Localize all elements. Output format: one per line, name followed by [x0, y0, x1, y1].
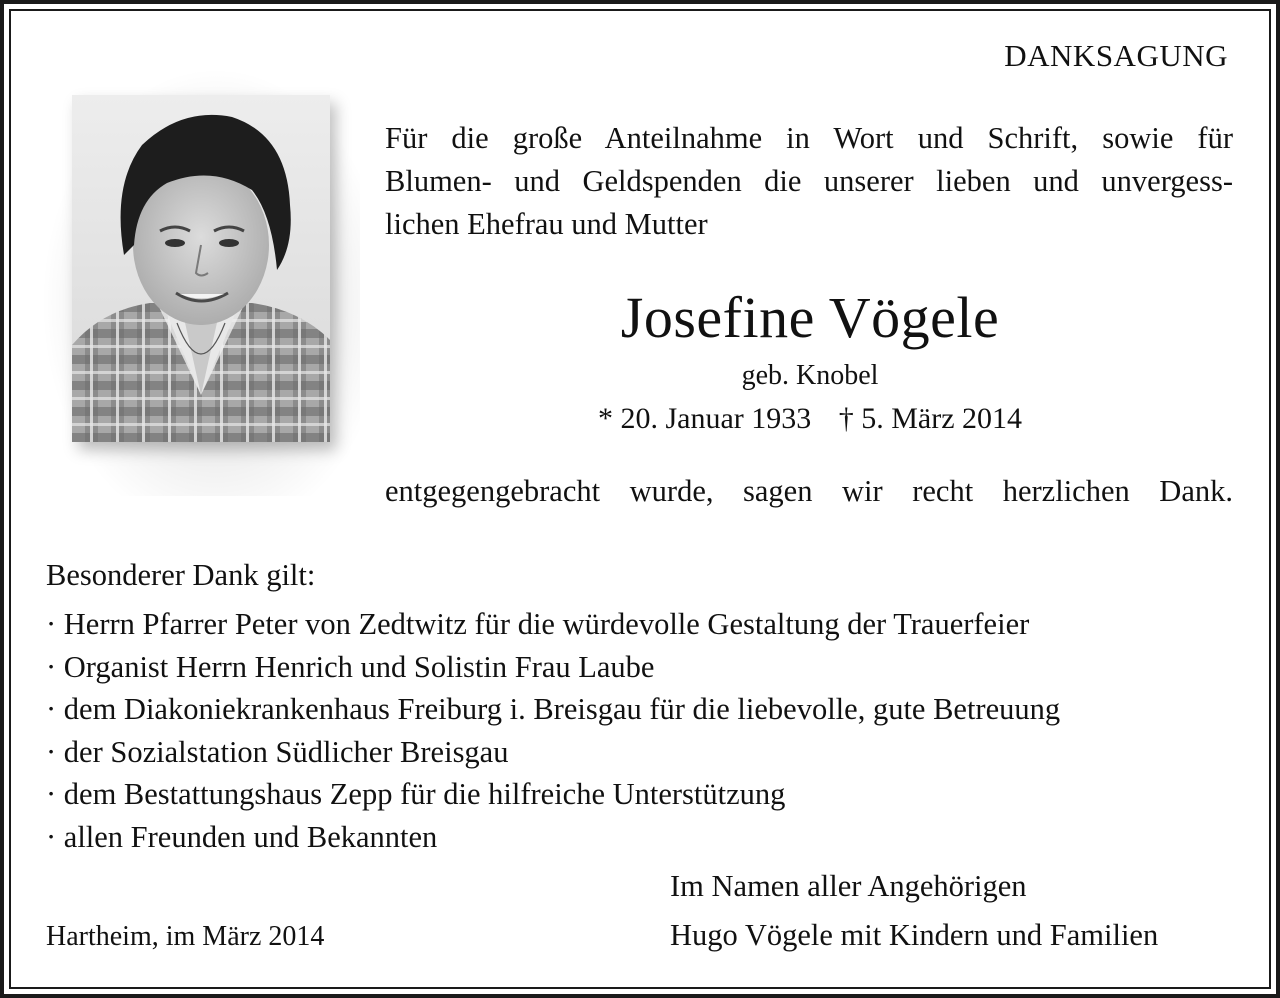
portrait-illustration: [72, 95, 330, 442]
special-thanks-title: Besonderer Dank gilt:: [46, 558, 316, 592]
closing-text: entgegengebracht wurde, sagen wir recht herzlichen Dank.: [385, 474, 1233, 508]
thanks-item: · allen Freunden und Bekannten: [46, 819, 438, 854]
maiden-name: geb. Knobel: [741, 360, 879, 391]
thanks-item: · Herrn Pfarrer Peter von Zedtwitz für die würdevolle Gestaltung der Trauerfeier: [46, 607, 1030, 641]
birth-date: * 20. Januar 1933: [597, 402, 812, 435]
thanks-item: · Organist Herrn Henrich und Solistin Frau Laube: [46, 649, 655, 684]
place-date: Hartheim, im März 2014: [46, 921, 325, 952]
intro-line-1: Für die große Anteilnahme in Wort und Schrift, sowie für: [385, 121, 1233, 155]
deceased-name: Josefine Vögele: [620, 285, 1000, 350]
thanks-item: · dem Diakoniekrankenhaus Freiburg i. Breisgau für die liebevolle, gute Betreuung: [46, 692, 1061, 726]
notice-heading: DANKSAGUNG: [1004, 38, 1228, 73]
signature-line-1: Im Namen aller Angehörigen: [670, 869, 1027, 903]
portrait-photo: [72, 95, 330, 442]
intro-line-3: lichen Ehefrau und Mutter: [385, 207, 708, 241]
intro-line-2: Blumen- und Geldspenden die unserer lieben und unvergess-: [385, 164, 1233, 198]
signature-line-2: Hugo Vögele mit Kindern und Familien: [670, 918, 1159, 952]
thanks-item: · dem Bestattungshaus Zepp für die hilfreiche Unterstützung: [46, 777, 786, 811]
special-thanks-list: [46, 603, 1060, 858]
intro-text: [385, 117, 1233, 246]
thanks-item: · der Sozialstation Südlicher Breisgau: [46, 734, 509, 769]
life-dates: [560, 402, 1060, 436]
death-date: † 5. März 2014: [838, 402, 1023, 435]
